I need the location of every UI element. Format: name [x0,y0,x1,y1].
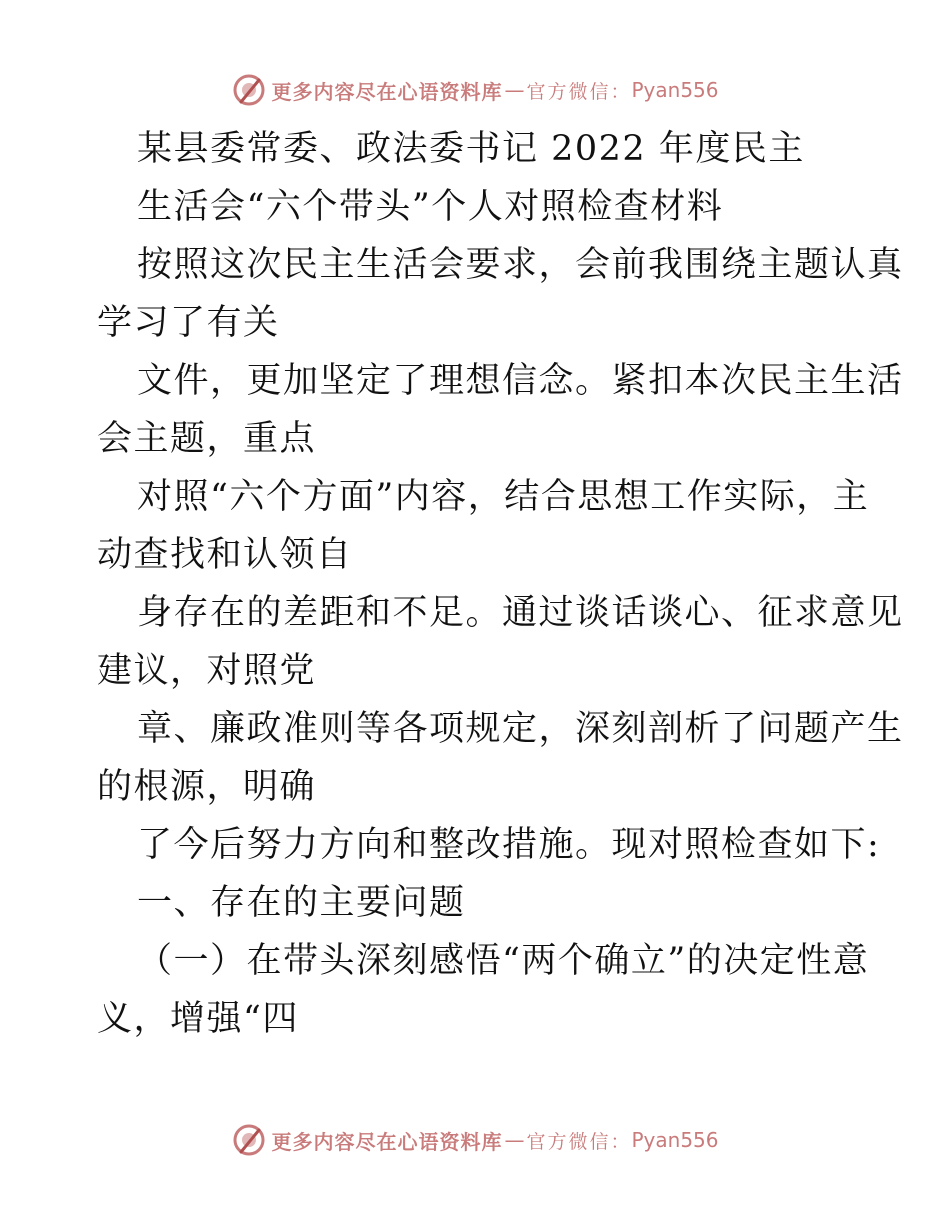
watermark-footer [0,1120,950,1160]
paragraph-line: 身存在的差距和不足。通过谈话谈心、征求意见 [137,593,904,633]
paragraph-line: 动查找和认领自 [97,535,353,575]
paragraph-line: 的根源，明确 [97,767,317,807]
paragraph-line: 对照“六个方面”内容，结合思想工作实际，主 [137,477,870,517]
paragraph-line: 了今后努力方向和整改措施。现对照检查如下: [137,825,881,865]
watermark-label: 官方微信： [526,1130,632,1153]
pen-logo-icon [231,1122,267,1158]
watermark-dash: — [504,78,525,102]
section-heading: 一、存在的主要问题 [137,883,466,923]
paragraph-line: 按照这次民主生活会要求，会前我围绕主题认真 [137,245,904,285]
subsection-heading-line: 义，增强“四 [97,999,299,1039]
paragraph-line: 学习了有关 [97,303,280,343]
pen-logo-icon [231,72,267,108]
paragraph-line: 文件，更加坚定了理想信念。紧扣本次民主生活 [137,361,904,401]
paragraph-line: 章、廉政准则等各项规定，深刻剖析了问题产生 [137,709,904,749]
document-body [97,120,904,1048]
watermark-id: Pyan556 [631,78,719,102]
subsection-heading-line: （一）在带头深刻感悟“两个确立”的决定性意 [137,941,870,981]
doc-title-line-1: 某县委常委、政法委书记 2022 年度民主 [137,129,805,169]
watermark-header [0,70,950,110]
watermark-label: 官方微信： [526,80,632,103]
watermark-text: 更多内容尽在心语资料库 [271,79,503,104]
watermark-text: 更多内容尽在心语资料库 [271,1129,503,1154]
paragraph-line: 会主题，重点 [97,419,317,459]
watermark-id: Pyan556 [631,1128,719,1152]
watermark-dash: — [504,1128,525,1152]
doc-title-line-2: 生活会“六个带头”个人对照检查材料 [137,187,724,227]
paragraph-line: 建议，对照党 [97,651,317,691]
